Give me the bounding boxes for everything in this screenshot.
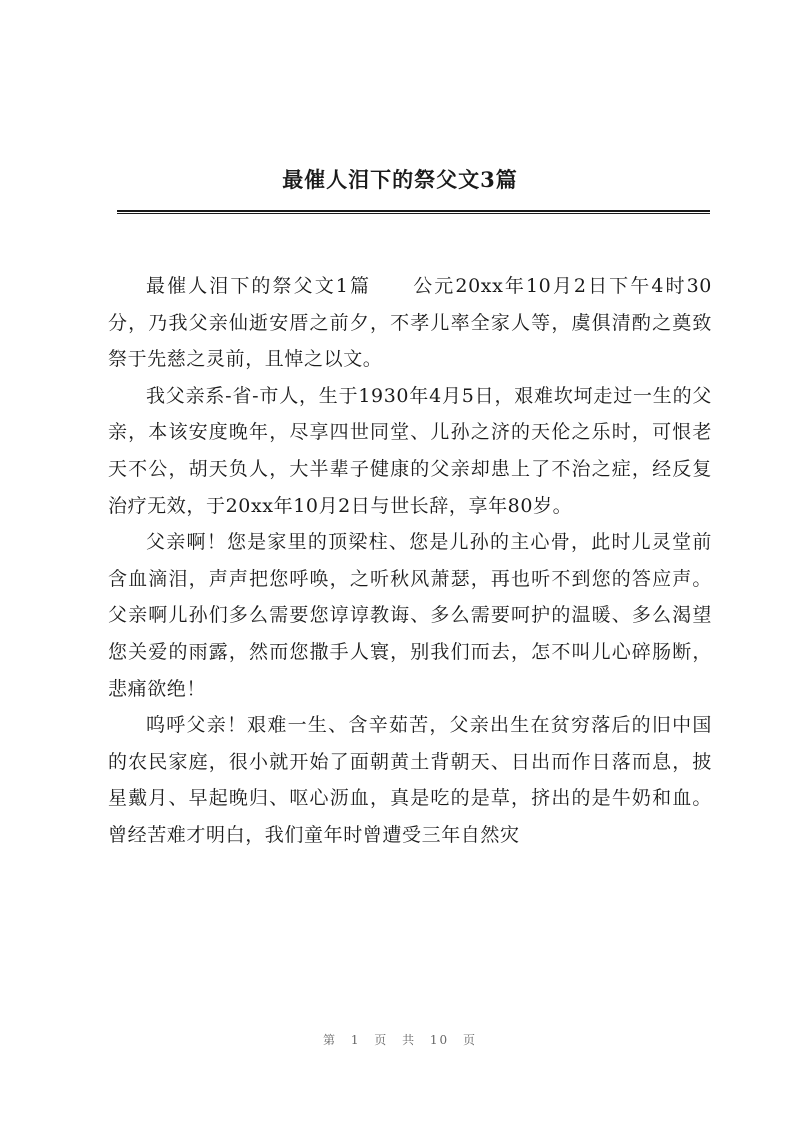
page-number: 第 1 页 共 10 页 (323, 1033, 477, 1047)
document-body (108, 268, 712, 854)
paragraph: 我父亲系-省-市人，生于1930年4月5日，艰难坎坷走过一生的父亲，本该安度晚年，尽享四世同堂、儿孙之济的天伦之乐时，可恨老天不公，胡天负人，大半辈子健康的父亲却患上了不治之症，经反复治疗无效，于20xx年10月2日与世长辞，享年80岁。 (108, 384, 712, 517)
document-title: 最催人泪下的祭父文3篇 (282, 167, 518, 192)
paragraph: 最催人泪下的祭父文1篇 公元20xx年10月2日下午4时30分，乃我父亲仙逝安厝之前夕，不孝儿率全家人等，虞俱清酌之奠致祭于先慈之灵前，且悼之以文。 (108, 275, 712, 371)
paragraph: 父亲啊！您是家里的顶梁柱、您是儿孙的主心骨，此时儿灵堂前含血滴泪，声声把您呼唤，之听秋风萧瑟，再也听不到您的答应声。父亲啊儿孙们多么需要您谆谆教诲、多么需要呵护的温暖、多么渴望您关爱的雨露，然而您撒手人寰，别我们而去，怎不叫儿心碎肠断，悲痛欲绝！ (108, 531, 712, 700)
title-divider (117, 210, 710, 214)
paragraph: 呜呼父亲！艰难一生、含辛茹苦，父亲出生在贫穷落后的旧中国的农民家庭，很小就开始了面朝黄土背朝天、日出而作日落而息，披星戴月、早起晚归、呕心沥血，真是吃的是草，挤出的是牛奶和血。曾经苦难才明白，我们童年时曾遭受三年自然灾 (108, 714, 712, 846)
